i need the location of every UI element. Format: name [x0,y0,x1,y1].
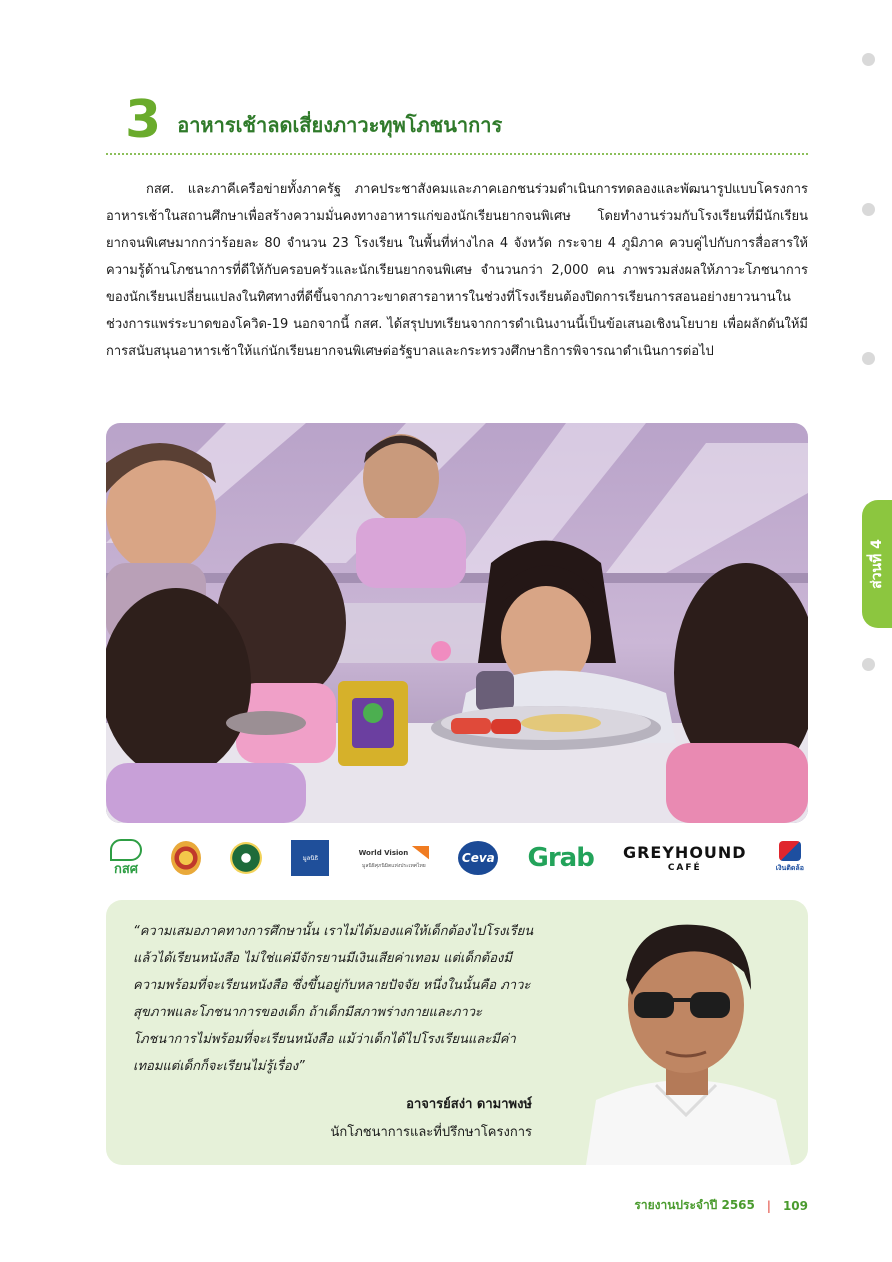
ngern-tid-lor-mark-icon [779,841,801,861]
quote-box [106,900,808,1165]
side-dot [862,352,875,365]
ngern-tid-lor-logo: เงินติดล้อ [776,841,804,874]
world-vision-mark-icon [411,846,429,860]
kss-logo: กสศ [110,839,142,876]
foundation-logo: มูลนิธิ [291,840,329,876]
quote-author-role: นักโภชนาการและที่ปรึกษาโครงการ [330,1125,532,1140]
quote-author-name: อาจารย์สง่า ดามาพงษ์ [406,1097,532,1112]
partner-logos [106,830,808,885]
ministry-seal-logo [171,841,201,875]
side-dot [862,203,875,216]
seal-icon [230,842,262,874]
side-dot [862,53,875,66]
heading-divider [106,153,808,155]
world-vision-logo: World Vision มูลนิธิศุภนิมิตแห่งประเทศไทย [359,846,430,870]
leaf-icon [110,839,142,861]
ceva-logo: Ceva [458,841,498,875]
report-title: รายงานประจำปี 2565 [634,1198,755,1212]
seal-icon [171,841,201,875]
section-title: อาหารเช้าลดเสี่ยงภาวะทุพโภชนาการ [177,113,503,137]
page-number: 109 [782,1198,808,1213]
children-breakfast-photo [106,423,808,823]
footer-separator: | [766,1198,771,1213]
side-dot [862,658,875,671]
author-portrait [566,900,808,1165]
greyhound-cafe-logo: GREYHOUND CAFÉ [622,842,747,873]
page-footer [634,1196,808,1215]
chapter-tab-label: ส่วนที่ 4 [869,539,886,589]
grab-logo: Grab [527,842,594,873]
section-number: 3 [125,90,162,150]
section-heading [125,90,502,150]
quote-text: “ความเสมอภาคทางการศึกษานั้น เราไม่ได้มองแค่ให้เด็กต้องไปโรงเรียนแล้วได้เรียนหนังสือ ไม่ใช่แค่มีจักรยานมีเงินเสียค่าเทอม แต่เด็กต้องมีความพร้อมที่จะเรียนหนังสือ ซึ่งขึ้นอยู่กับหลายปัจจัย หนึ่งในนั้นคือ ภาวะสุขภาพและโภชนาการของเด็ก ถ้าเด็กมีสภาพร่างกายและภาวะโภชนาการไม่พร้อมที่จะเรียนหนังสือ แม้ว่าเด็กได้ไปโรงเรียนและมีค่าเทอมแต่เด็กก็จะเรียนไม่รู้เรื่อง” [133,924,534,1074]
body-paragraph: กสศ. และภาคีเครือข่ายทั้งภาครัฐ ภาคประชาสังคมและภาคเอกชนร่วมดำเนินการทดลองและพัฒนารูปแบบโครงการอาหารเช้าในสถานศึกษาเพื่อสร้างความมั่นคงทางอาหารแก่ของนักเรียนยากจนพิเศษ โดยทำงานร่วมกับโรงเรียนที่มีนักเรียนยากจนพิเศษมากกว่าร้อยละ 80 จำนวน 23 โรงเรียน ในพื้นที่ห่างไกล 4 จังหวัด กระจาย 4 ภูมิภาค ควบคู่ไปกับการสื่อสารให้ความรู้ด้านโภชนาการที่ดีให้กับครอบครัวและนักเรียนยากจนพิเศษ จำนวนกว่า 2,000 คน ภาพรวมส่งผลให้ภาวะโภชนาการของนักเรียนเปลี่ยนแปลงในทิศทางที่ดีขึ้นจากภาวะขาดสารอาหารในช่วงที่โรงเรียนต้องปิดการเรียนการสอนอย่างยาวนานในช่วงการแพร่ระบาดของโควิด-19 นอกจากนี้ กสศ. ได้สรุปบทเรียนจากการดำเนินงานนี้เป็นข้อเสนอเชิงนโยบาย เพื่อผลักดันให้มีการสนับสนุนอาหารเช้าให้แก่นักเรียนยากจนพิเศษต่อรัฐบาลและกระทรวงศึกษาธิการพิจารณาดำเนินการต่อไป [106,182,808,359]
university-seal-logo [230,842,262,874]
chapter-tab[interactable] [862,500,892,628]
